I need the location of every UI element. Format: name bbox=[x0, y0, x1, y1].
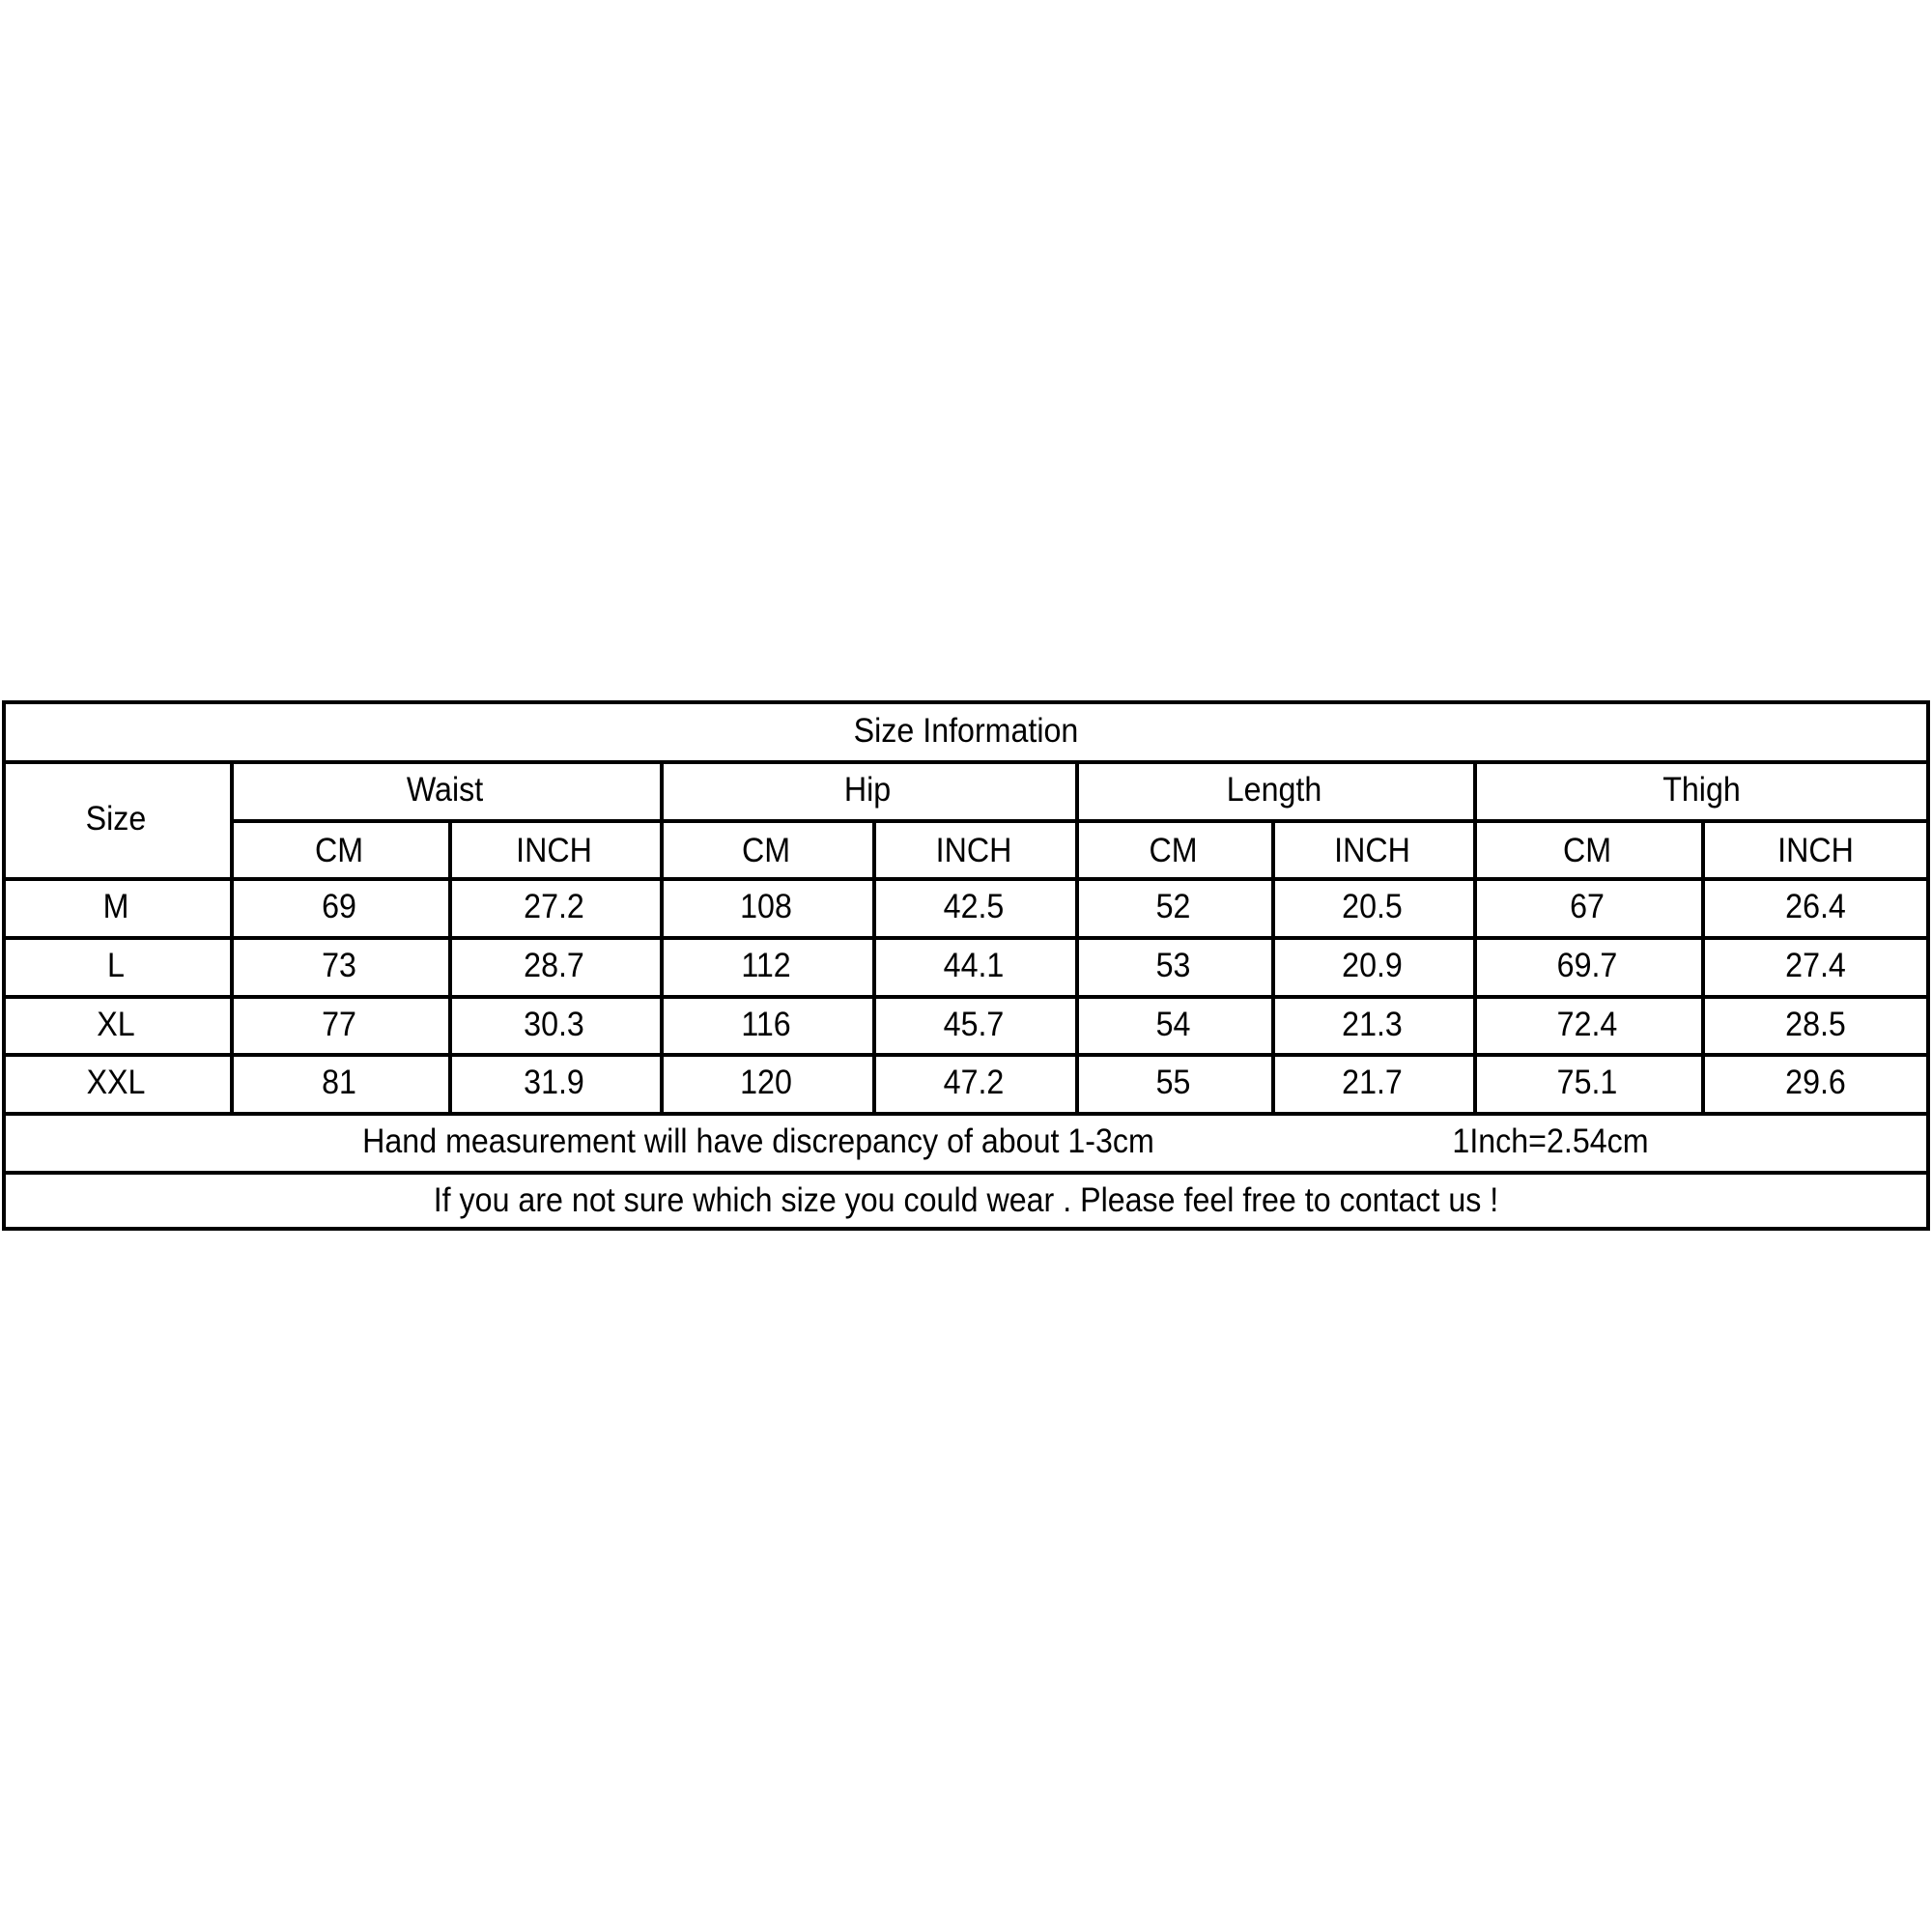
group-header-length: Length bbox=[1226, 771, 1322, 809]
table-cell: 69 bbox=[322, 888, 356, 925]
size-label: M bbox=[102, 888, 129, 925]
unit-header: CM bbox=[314, 831, 364, 869]
size-label: L bbox=[107, 947, 125, 984]
table-cell: 20.9 bbox=[1342, 947, 1403, 984]
measurement-note: Hand measurement will have discrepancy of about 1-3cm bbox=[362, 1122, 1154, 1160]
group-header-hip: Hip bbox=[843, 771, 892, 809]
unit-header: CM bbox=[1562, 831, 1612, 869]
table-cell: 27.2 bbox=[524, 888, 584, 925]
group-header-waist: Waist bbox=[406, 771, 484, 809]
table-cell: 29.6 bbox=[1785, 1064, 1846, 1101]
table-cell: 81 bbox=[322, 1064, 356, 1101]
table-cell: 28.5 bbox=[1785, 1005, 1846, 1043]
table-cell: 52 bbox=[1155, 888, 1191, 925]
table-cell: 73 bbox=[322, 947, 356, 984]
unit-header: CM bbox=[741, 831, 791, 869]
table-cell: 45.7 bbox=[943, 1005, 1005, 1043]
table-cell: 47.2 bbox=[943, 1064, 1005, 1101]
table-cell: 20.5 bbox=[1342, 888, 1403, 925]
column-divider bbox=[1271, 819, 1275, 1116]
table-cell: 27.4 bbox=[1785, 947, 1846, 984]
table-title: Size Information bbox=[853, 711, 1079, 750]
table-cell: 112 bbox=[741, 947, 791, 984]
unit-header: INCH bbox=[1334, 831, 1410, 869]
table-cell: 55 bbox=[1155, 1064, 1191, 1101]
size-label: XL bbox=[97, 1005, 135, 1043]
table-cell: 54 bbox=[1155, 1005, 1191, 1043]
column-divider bbox=[448, 819, 452, 1116]
inch-conversion: 1Inch=2.54cm bbox=[1452, 1122, 1649, 1160]
table-cell: 108 bbox=[740, 888, 792, 925]
column-divider bbox=[230, 760, 234, 1116]
table-cell: 30.3 bbox=[524, 1005, 584, 1043]
contact-message: If you are not sure which size you could wear . Please feel free to contact us ! bbox=[433, 1180, 1499, 1219]
table-cell: 42.5 bbox=[943, 888, 1005, 925]
table-cell: 77 bbox=[322, 1005, 356, 1043]
size-column-header: Size bbox=[85, 800, 147, 838]
column-divider bbox=[1075, 760, 1079, 1116]
table-cell: 67 bbox=[1570, 888, 1605, 925]
table-cell: 75.1 bbox=[1556, 1064, 1618, 1101]
table-cell: 116 bbox=[741, 1005, 791, 1043]
column-divider bbox=[872, 819, 876, 1116]
group-header-thigh: Thigh bbox=[1662, 771, 1741, 809]
size-label: XXL bbox=[86, 1064, 146, 1101]
column-divider bbox=[1473, 760, 1477, 1116]
unit-header: INCH bbox=[1777, 831, 1854, 869]
table-cell: 28.7 bbox=[524, 947, 584, 984]
table-cell: 26.4 bbox=[1785, 888, 1846, 925]
unit-header: CM bbox=[1149, 831, 1198, 869]
table-cell: 44.1 bbox=[943, 947, 1005, 984]
table-cell: 21.3 bbox=[1342, 1005, 1403, 1043]
table-cell: 69.7 bbox=[1556, 947, 1618, 984]
table-cell: 21.7 bbox=[1342, 1064, 1403, 1101]
column-divider bbox=[660, 760, 664, 1116]
table-cell: 53 bbox=[1155, 947, 1191, 984]
table-cell: 31.9 bbox=[524, 1064, 584, 1101]
table-cell: 120 bbox=[740, 1064, 792, 1101]
unit-header: INCH bbox=[516, 831, 592, 869]
table-cell: 72.4 bbox=[1556, 1005, 1618, 1043]
column-divider bbox=[1701, 819, 1705, 1116]
unit-header: INCH bbox=[935, 831, 1012, 869]
